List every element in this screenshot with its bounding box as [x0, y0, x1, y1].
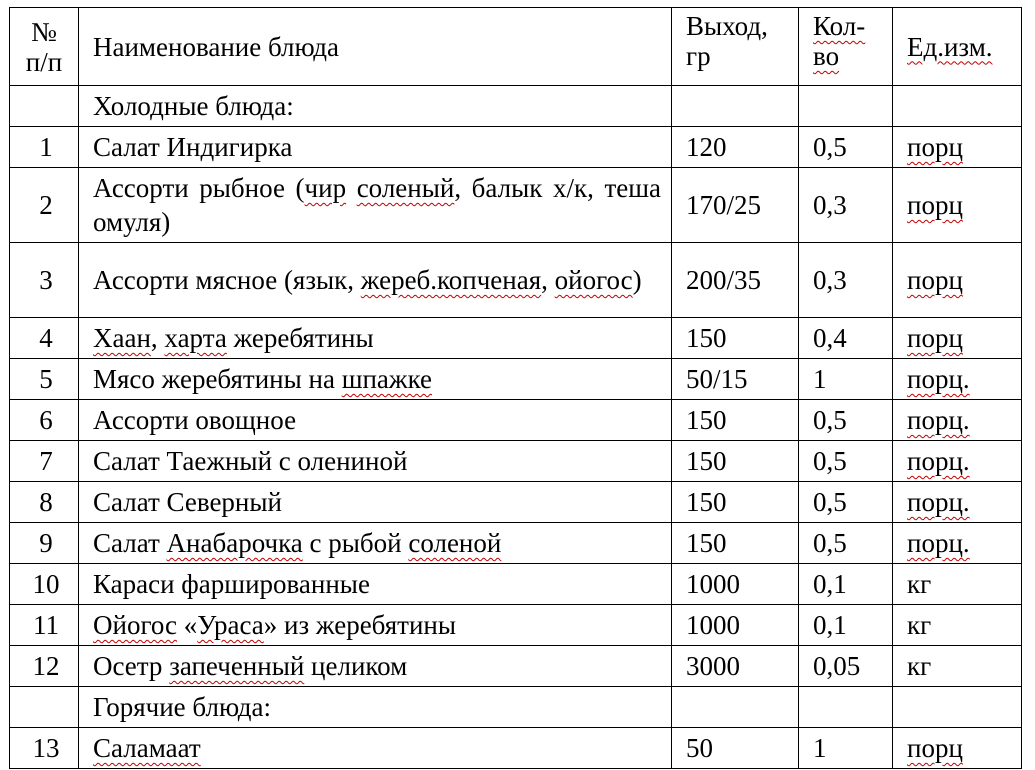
- header-name: Наименование блюда: [79, 8, 672, 86]
- dish-name: Ойогос «Ураса» из жеребятины: [79, 605, 672, 646]
- dish-name: Салат Северный: [79, 482, 672, 523]
- dish-name: Ассорти мясное (язык, жереб.копченая, ойогос): [79, 243, 672, 318]
- dish-name: Ассорти овощное: [79, 400, 672, 441]
- header-yield: Выход, гр: [672, 8, 799, 86]
- table-row: 3 Ассорти мясное (язык, жереб.копченая, ойогос) 200/35 0,3 порц: [10, 243, 1022, 318]
- dish-name: Осетр запеченный целиком: [79, 646, 672, 687]
- table-row: 11 Ойогос «Ураса» из жеребятины 1000 0,1 кг: [10, 605, 1022, 646]
- header-num: № п/п: [10, 8, 79, 86]
- table-row: 1 Салат Индигирка 120 0,5 порц: [10, 127, 1022, 168]
- table-row: 9 Салат Анабарочка с рыбой соленой 150 0,5 порц.: [10, 523, 1022, 564]
- table-row: 5 Мясо жеребятины на шпажке 50/15 1 порц.: [10, 359, 1022, 400]
- table-row: 2 Ассорти рыбное (чир соленый, балык х/к, теша омуля) 170/25 0,3 порц: [10, 168, 1022, 243]
- header-qty: Кол- во: [799, 8, 893, 86]
- dish-name: Салат Таежный с олениной: [79, 441, 672, 482]
- dish-name: Хаан, харта жеребятины: [79, 318, 672, 359]
- section-title-cold: Холодные блюда:: [79, 86, 672, 127]
- table-row: 7 Салат Таежный с олениной 150 0,5 порц.: [10, 441, 1022, 482]
- section-row-cold: [10, 86, 1022, 127]
- table-row: 8 Салат Северный 150 0,5 порц.: [10, 482, 1022, 523]
- table-row: 4 Хаан, харта жеребятины 150 0,4 порц: [10, 318, 1022, 359]
- dish-name: Ассорти рыбное (чир соленый, балык х/к, теша омуля): [79, 168, 672, 243]
- dish-name: Салат Индигирка: [79, 127, 672, 168]
- menu-table: [9, 7, 1022, 769]
- section-row-hot: [10, 687, 1022, 728]
- section-title-hot: Горячие блюда:: [79, 687, 672, 728]
- table-row: 10 Караси фаршированные 1000 0,1 кг: [10, 564, 1022, 605]
- header-unit: Ед.изм.: [893, 8, 1022, 86]
- table-row: 12 Осетр запеченный целиком 3000 0,05 кг: [10, 646, 1022, 687]
- table-row: 6 Ассорти овощное 150 0,5 порц.: [10, 400, 1022, 441]
- dish-name: Салат Анабарочка с рыбой соленой: [79, 523, 672, 564]
- dish-name: Саламаат: [79, 728, 672, 769]
- dish-name: Караси фаршированные: [79, 564, 672, 605]
- dish-name: Мясо жеребятины на шпажке: [79, 359, 672, 400]
- table-row: 13 Саламаат 50 1 порц: [10, 728, 1022, 769]
- header-row: [10, 8, 1022, 86]
